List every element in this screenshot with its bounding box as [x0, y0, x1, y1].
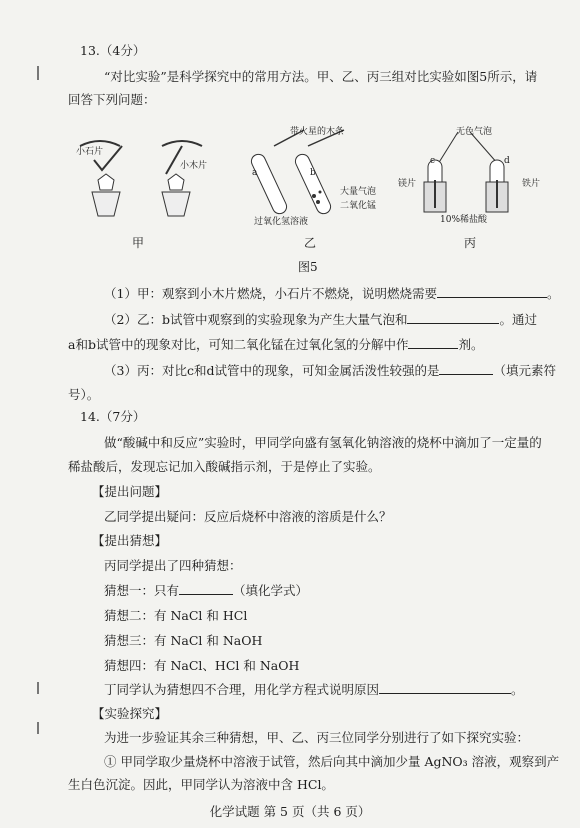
- label-small-wood: 小木片: [180, 161, 208, 171]
- label-colorless-bubbles: 无色气泡: [456, 127, 493, 137]
- q13-intro-line1: “对比实验”是科学探究中的常用方法。甲、乙、丙三组对比实验如图5所示，请: [104, 69, 538, 84]
- q13-part2: [104, 311, 537, 329]
- section-hypothesis: 【提出猜想】: [92, 533, 168, 548]
- guess-1: [104, 582, 308, 600]
- label-tube-a: a: [252, 168, 258, 178]
- page-footer: 化学试题 第 5 页（共 6 页）: [209, 804, 371, 819]
- q14-question: 乙同学提出疑问：反应后烧杯中溶液的溶质是什么？: [104, 509, 392, 524]
- q13-intro-line2: 回答下列问题：: [68, 92, 156, 107]
- label-small-stone: 小石片: [76, 147, 104, 157]
- q13-part3-line2: 号）。: [68, 387, 100, 402]
- guess-2: 猜想二：有 NaCl 和 HCl: [104, 608, 248, 623]
- ding-reason-text: 丁同学认为猜想四不合理，用化学方程式说明原因: [104, 682, 380, 697]
- label-magnesium: 镁片: [398, 179, 417, 189]
- label-tube-b: b: [310, 168, 316, 178]
- caption-bing: 丙: [464, 236, 477, 250]
- q13-part2-cont: 。通过: [499, 312, 537, 327]
- q14-intro-line2: 稀盐酸后，发现忘记加入酸碱指示剂，于是停止了实验。: [68, 459, 381, 474]
- q13-part2-line2: [68, 336, 483, 354]
- q14-intro-line1: 做“酸碱中和反应”实验时，甲同学向盛有氢氧化钠溶液的烧杯中滴加了一定量的: [104, 435, 542, 450]
- answer-blank[interactable]: [439, 362, 493, 375]
- answer-blank[interactable]: [179, 582, 233, 595]
- guess-1-hint: （填化学式）: [233, 583, 309, 598]
- q13-part1: （1）甲：观察到小木片燃烧，小石片不燃烧，说明燃烧需要 。: [104, 286, 560, 301]
- answer-blank[interactable]: [408, 336, 458, 349]
- scan-mark: [37, 682, 39, 694]
- ding-reason: 丁同学认为猜想四不合理，用化学方程式说明原因 。: [104, 682, 524, 697]
- section-question: 【提出问题】: [92, 484, 168, 499]
- q13-part2-text2: a和b试管中的现象对比，可知二氧化锰在过氧化氢的分解中作: [68, 337, 409, 352]
- guess-3: 猜想三：有 NaCl 和 NaOH: [104, 633, 263, 648]
- experiment-1-line1: ① 甲同学取少量烧杯中溶液于试管，然后向其中滴加少量 AgNO₃ 溶液，观察到产: [104, 754, 560, 769]
- q13-part3-text: （3）丙：对比c和d试管中的现象，可知金属活泼性较强的是: [104, 363, 440, 378]
- q13-part3: [104, 362, 556, 380]
- label-bubbles: 大量气泡: [340, 187, 377, 197]
- label-dilute-hcl: 10%稀盐酸: [440, 215, 488, 225]
- q14-header: 14.（7分）: [80, 409, 146, 424]
- label-h2o2-solution: 过氧化氢溶液: [254, 217, 309, 227]
- guess-4: 猜想四：有 NaCl、HCl 和 NaOH: [104, 658, 300, 673]
- q13-part2-end: 剂。: [458, 337, 484, 352]
- q13-part2-text: （2）乙：b试管中观察到的实验现象为产生大量气泡和: [104, 312, 408, 327]
- caption-yi: 乙: [304, 236, 317, 250]
- diagram-jia: [70, 122, 220, 232]
- q13-part1-text: （1）甲：观察到小木片燃烧，小石片不燃烧，说明燃烧需要: [104, 286, 437, 301]
- guess-1-text: 猜想一：只有: [104, 583, 180, 598]
- label-tube-d: d: [504, 156, 510, 166]
- caption-jia: 甲: [132, 236, 145, 250]
- label-mno2: 二氧化锰: [340, 201, 377, 211]
- answer-blank[interactable]: [407, 311, 499, 324]
- label-tube-c: c: [430, 156, 436, 166]
- q13-part3-cont: （填元素符: [493, 363, 556, 378]
- explore-intro: 为进一步验证其余三种猜想，甲、乙、丙三位同学分别进行了如下探究实验：: [104, 730, 530, 745]
- scan-mark: [37, 66, 39, 80]
- experiment-1-line2: 生白色沉淀。因此，甲同学认为溶液中含 HCl。: [68, 777, 334, 792]
- figure-title: 图5: [298, 260, 318, 274]
- answer-blank[interactable]: [437, 285, 547, 298]
- scan-mark: [37, 722, 39, 734]
- label-glowing-splint: 带火星的木条: [290, 127, 345, 137]
- guess-intro: 丙同学提出了四种猜想：: [104, 558, 242, 573]
- label-iron: 铁片: [522, 179, 541, 189]
- diagram-bing: [410, 124, 530, 224]
- section-experiment: 【实验探究】: [92, 706, 168, 721]
- answer-blank[interactable]: [379, 681, 511, 694]
- q13-header: 13.（4分）: [80, 43, 146, 58]
